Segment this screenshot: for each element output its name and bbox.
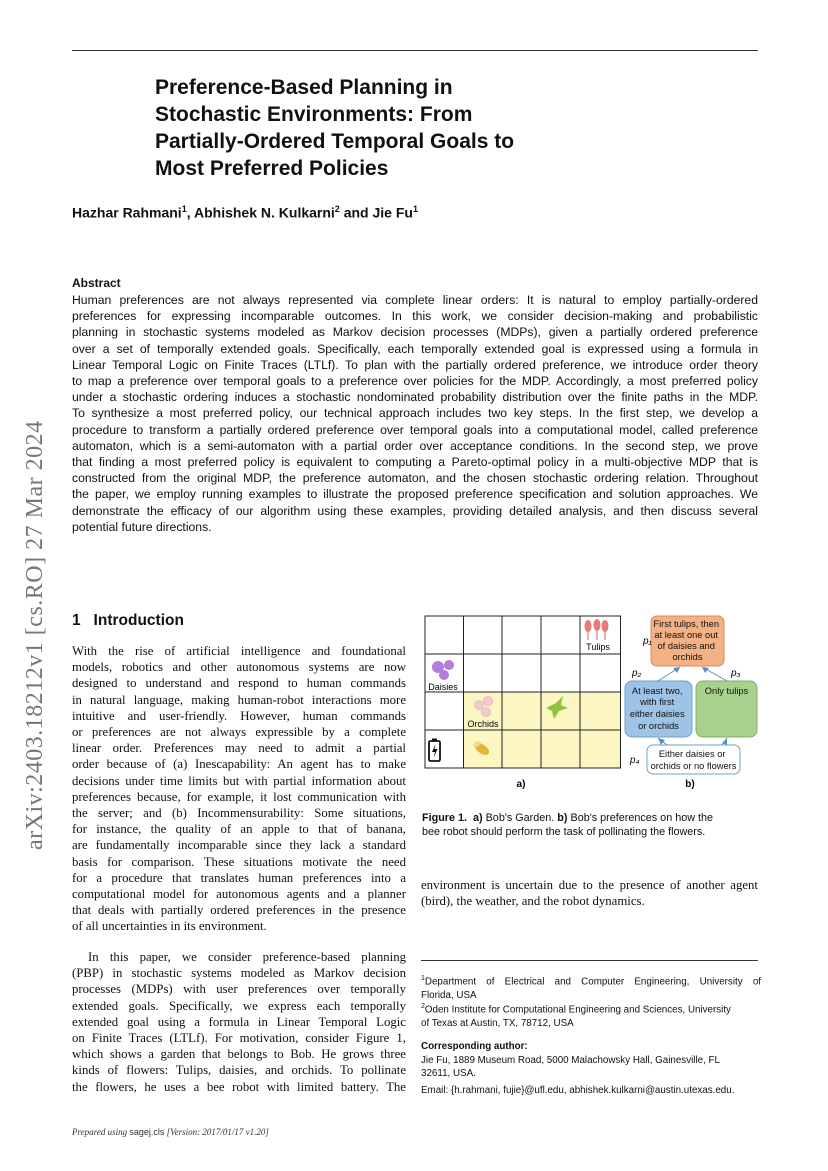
text-line: on Finite Traces (LTLf). For motivation, consider Figure 1,: [72, 1031, 406, 1046]
text-line: the flowers, he uses a bee robot with limited battery. The: [72, 1079, 406, 1094]
text-line: With the rise of artificial intelligence and foundational: [72, 644, 406, 658]
title-line: Partially-Ordered Temporal Goals to: [155, 130, 515, 153]
intro-continued: [421, 877, 758, 909]
arxiv-stamp[interactable]: arXiv:2403.18212v1 [cs.RO] 27 Mar 2024: [22, 420, 48, 850]
intro-paragraph-2: [72, 949, 406, 1095]
title-line: Most Preferred Policies: [155, 157, 389, 180]
orchids-label: Orchids: [467, 719, 499, 729]
section-number: 1: [72, 612, 81, 629]
preference-node-p1-text: First tulips, then at least one out of daisies and orchids: [653, 619, 720, 662]
top-rule: [72, 50, 758, 51]
abstract-line: To synthesize a most preferred policy, our technical approach includes two key steps. In the first step, we develop a: [72, 406, 758, 421]
abstract-line: demonstrate the efficacy of our algorithm using these examples, providing detailed analysis, and then discuss several: [72, 503, 758, 518]
abstract-line: Linear Temporal Logic on Finite Traces (LTLf). To plan with the partially ordered preference, we introduce order theory: [72, 357, 758, 372]
battery-icon: [429, 739, 440, 762]
panel-b-label: b): [685, 779, 695, 790]
tulips-label: Tulips: [586, 642, 610, 652]
footer-prefix: Prepared using: [72, 1127, 130, 1137]
text-line: the server; and (b) Incommensurability: Some situations,: [72, 806, 406, 821]
footnote-text: Oden Institute for Computational Engineering and Sciences, University: [424, 1004, 731, 1016]
abstract-line: procedure to transform a partially ordered preference over temporal goals into a computational model, called preference: [72, 422, 758, 437]
figure-1: [422, 612, 760, 794]
footnote-rule: [421, 960, 758, 961]
footer-class-name: sagej.cls: [129, 1127, 165, 1137]
text-line: of all uncertainties in its environment.: [72, 919, 267, 934]
tulips-icon: [585, 619, 609, 640]
affiliation-mark: 1: [412, 204, 418, 214]
footnote-mark: 1: [421, 975, 425, 982]
corresponding-heading: Corresponding author:: [421, 1041, 528, 1052]
affiliation-mark: 1: [181, 204, 187, 214]
abstract-line: to map a preference over temporal goals to a preference over policies for the MDP. Accordingly, a most preferred policy: [72, 374, 758, 389]
text-line: extended goal using a formula in Linear Temporal Logic: [72, 1014, 406, 1029]
author-name: Hazhar Rahmani: [72, 204, 182, 221]
abstract-line: planning in stochastic systems modeled as Markov decision processes (MDPs), given a partially ordered preference: [72, 325, 758, 340]
author-list: [72, 204, 418, 221]
daisies-label: Daisies: [428, 682, 458, 692]
abstract-line: over a set of temporally extended goals. Specifically, each temporally extended goal is expressed using a formula in: [72, 341, 758, 356]
text-line: order because of (a) Inescapability: An agent has to make: [72, 757, 406, 772]
text-line: in natural language, making human-robot interactions more: [72, 692, 406, 707]
text-line: extended goals. Specifically, we express each temporally: [72, 998, 406, 1013]
text-line: that deals with partially ordered preferences in the presence: [72, 903, 406, 918]
label-p4: p₄: [630, 755, 640, 766]
corresponding-address: 32611, USA.: [421, 1068, 476, 1079]
abstract-line: constructed from the original MDP, the preference automaton, and the chosen stochastic ordering relation. Throughout: [72, 471, 758, 486]
footnote-2: [421, 1000, 761, 1030]
preference-node-p3-text: Only tulips: [704, 686, 749, 696]
abstract-line: preferences for expressing incomparable outcomes. In this work, we consider decision-making and probabilistic: [72, 309, 758, 324]
label-p1: p₁: [643, 636, 652, 647]
panel-a-label: a): [516, 779, 526, 790]
caption-line: bee robot should perform the task of pollinating the flowers.: [422, 826, 706, 838]
preference-node-p4-text: Either daisies or orchids or no flowers: [650, 749, 737, 771]
label-p2: p₂: [632, 668, 642, 679]
text-line: (PBP) in stochastic systems modeled as Markov decision: [72, 966, 406, 981]
page-footer: [72, 1127, 269, 1137]
text-line: for instance, the quality of an apple to that of banana,: [72, 822, 406, 837]
figure-caption: [422, 811, 762, 839]
footnote-text: of Texas at Austin, TX, 78712, USA: [421, 1017, 574, 1029]
text-line: intuitive and user-friendly. However, human commands: [72, 708, 406, 723]
author-name: Abhishek N. Kulkarni: [193, 204, 335, 221]
text-line: are fundamentally incomparable since they lack a standard: [72, 838, 406, 853]
caption-label: Figure 1.: [422, 812, 467, 824]
text-line: which shows a garden that belongs to Bob. He grows three: [72, 1047, 406, 1062]
intro-paragraph-1: [72, 643, 406, 935]
corresponding-author: [421, 1040, 761, 1097]
footer-version: [Version: 2017/01/17 v1.20]: [164, 1127, 269, 1137]
text-line: environment is uncertain due to the presence of another agent: [421, 878, 758, 892]
caption-a-marker: a): [473, 812, 483, 824]
text-line: In this paper, we consider preference-based planning: [88, 950, 406, 964]
text-line: or preferences are not always expressible by a complete: [72, 725, 406, 740]
text-line: decisions under time limits but with partial information about: [72, 773, 406, 788]
text-line: (bird), the weather, and the robot dynamics.: [421, 894, 645, 909]
figure-1-graphic: [422, 612, 760, 794]
text-line: basis for comparison. These situations motivate the need: [72, 854, 406, 869]
caption-b-text: Bob's preferences on how the: [567, 812, 714, 824]
section-heading: [72, 612, 184, 630]
text-line: processes (MDPs) with user preferences over temporally: [72, 982, 406, 997]
preference-node-p2-text: At least two, with first either daisies or orchids: [629, 686, 685, 731]
footnote-1: [421, 972, 761, 1002]
corresponding-address: Jie Fu, 1889 Museum Road, 5000 Malachowsky Hall, Gainesville, FL: [421, 1054, 720, 1066]
footnote-text: Florida, USA: [421, 989, 477, 1001]
abstract-body: [72, 292, 758, 535]
affiliation-mark: 2: [334, 204, 340, 214]
title-line: Preference-Based Planning in: [155, 76, 453, 99]
paper-title: [155, 74, 675, 182]
abstract-heading: Abstract: [72, 276, 121, 290]
abstract-line: Human preferences are not always represented via complete linear orders: It is natural to employ partially-ordered: [72, 293, 758, 307]
author-separator: and: [339, 204, 373, 221]
abstract-line: automaton, which is a semi-automaton with a partial order over acceptance conditions. In the second step, we prove: [72, 438, 758, 453]
text-line: preferences because, for example, it lost communication with: [72, 789, 406, 804]
abstract-line: that finding a most preferred policy is equivalent to computing a Pareto-optimal policy in a multi-objective MDP that is: [72, 455, 758, 470]
text-line: for a procedure that translates human preferences into a: [72, 870, 406, 885]
abstract-line: the paper, we employ running examples to illustrate the proposed preference specification and solution approaches. We: [72, 487, 758, 502]
author-separator: ,: [186, 204, 194, 221]
abstract-line: under a stochastic ordering induces a stochastic nondominated probability distribution over the finite paths in the MDP.: [72, 390, 758, 405]
text-line: linear order. Preferences may need to admit a partial: [72, 741, 406, 756]
footnote-mark: 2: [421, 1003, 425, 1010]
footnote-text: Department of Electrical and Computer Engineering, University of: [424, 976, 761, 988]
daisies-icon: [432, 660, 454, 680]
caption-b-marker: b): [557, 812, 568, 824]
text-line: kinds of flowers: Tulips, daisies, and orchids. To pollinate: [72, 1063, 406, 1078]
preference-graph: [625, 616, 757, 774]
caption-a-text: Bob's Garden.: [482, 812, 558, 824]
title-line: Stochastic Environments: From: [155, 103, 473, 126]
text-line: models, robotics and other autonomous systems are now: [72, 660, 406, 675]
text-line: computational model for autonomous agents and a planner: [72, 887, 406, 902]
text-line: designed to understand and respond to human commands: [72, 676, 406, 691]
abstract-line: potential future directions.: [72, 519, 212, 534]
corresponding-email[interactable]: Email: {h.rahmani, fujie}@ufl.edu, abhishek.kulkarni@austin.utexas.edu.: [421, 1084, 735, 1096]
label-p3: p₃: [731, 668, 741, 679]
section-title: Introduction: [93, 612, 184, 629]
author-name: Jie Fu: [372, 204, 413, 221]
